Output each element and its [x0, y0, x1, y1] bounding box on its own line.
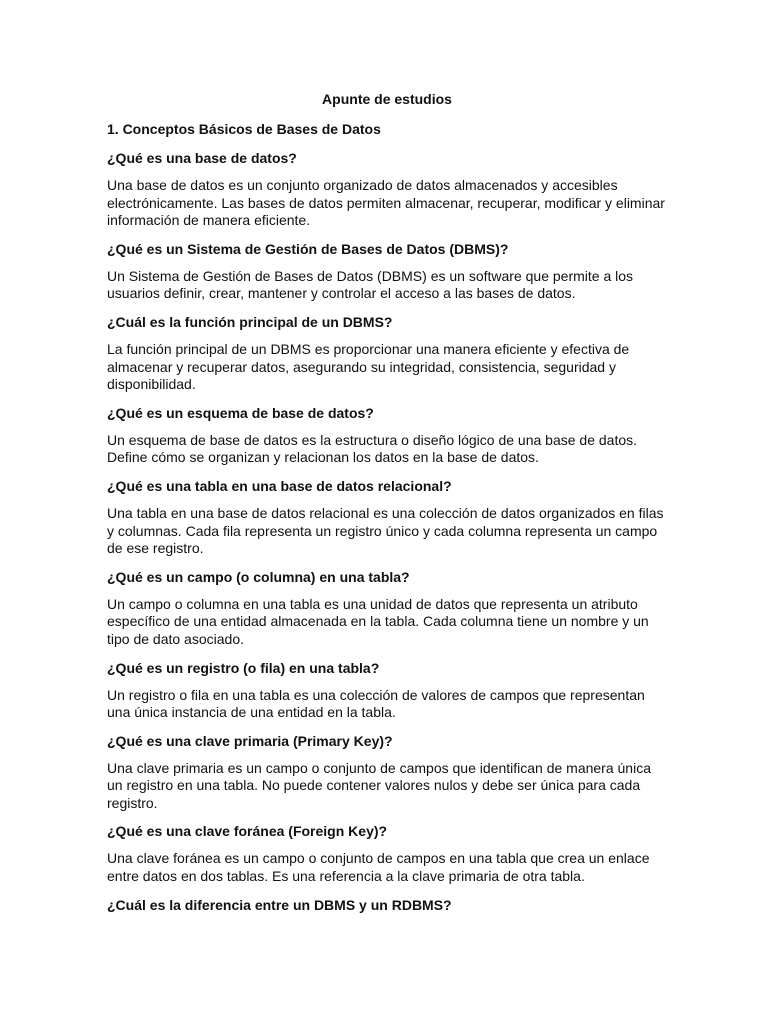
question-heading: ¿Qué es un campo (o columna) en una tabla?	[107, 568, 410, 585]
qa-block	[107, 149, 667, 230]
qa-block	[107, 659, 667, 722]
answer-paragraph: Una clave primaria es un campo o conjunto de campos que identifican de manera única un registro en una tabla. No puede contener valores nulos y debe ser única para cada registro.	[107, 759, 651, 811]
qa-block	[107, 568, 667, 649]
answer-paragraph: La función principal de un DBMS es proporcionar una manera eficiente y efectiva de almacenar y recuperar datos, asegurando su integridad, consistencia, seguridad y disponibilidad.	[107, 340, 630, 393]
question-heading: ¿Cuál es la función principal de un DBMS?	[107, 313, 393, 330]
qa-block	[107, 404, 667, 467]
qa-block	[107, 896, 667, 914]
question-heading: ¿Qué es un registro (o fila) en una tabla?	[107, 659, 380, 676]
qa-block	[107, 477, 667, 558]
qa-block	[107, 732, 667, 813]
question-heading: ¿Cuál es la diferencia entre un DBMS y un RDBMS?	[107, 896, 452, 913]
question-heading: ¿Qué es una clave foránea (Foreign Key)?	[107, 823, 388, 840]
answer-paragraph: Una clave foránea es un campo o conjunto de campos en una tabla que crea un enlace entre datos en dos tablas. Es una referencia a la clave primaria de otra tabla.	[107, 850, 650, 885]
answer-paragraph: Un registro o fila en una tabla es una colección de valores de campos que representan una única instancia de una entidad en la tabla.	[107, 686, 645, 721]
qa-block	[107, 240, 667, 303]
question-heading: ¿Qué es un esquema de base de datos?	[107, 404, 374, 421]
question-heading: ¿Qué es un Sistema de Gestión de Bases de Datos (DBMS)?	[107, 240, 509, 257]
document-title: Apunte de estudios	[322, 91, 452, 107]
answer-paragraph: Una tabla en una base de datos relacional es una colección de datos organizados en filas y columnas. Cada fila representa un registro único y cada columna representa un campo de ese registro.	[107, 504, 664, 557]
answer-paragraph: Un Sistema de Gestión de Bases de Datos (DBMS) es un software que permite a los usuarios definir, crear, mantener y controlar el acceso a las bases de datos.	[107, 267, 634, 302]
answer-paragraph: Un esquema de base de datos es la estructura o diseño lógico de una base de datos. Define cómo se organizan y relacionan los datos en la base de datos.	[107, 431, 638, 466]
document-page	[107, 90, 667, 924]
qa-block	[107, 313, 667, 394]
section-heading: 1. Conceptos Básicos de Bases de Datos	[107, 121, 381, 137]
question-heading: ¿Qué es una base de datos?	[107, 150, 297, 166]
qa-block	[107, 822, 667, 885]
question-heading: ¿Qué es una clave primaria (Primary Key)?	[107, 732, 393, 749]
answer-paragraph: Una base de datos es un conjunto organizado de datos almacenados y accesibles electrónicamente. Las bases de datos permiten almacenar, recuperar, modificar y eliminar información de manera eficiente.	[107, 177, 665, 229]
answer-paragraph: Un campo o columna en una tabla es una unidad de datos que representa un atributo específico de una entidad almacenada en la tabla. Cada columna tiene un nombre y un tipo de dato asociado.	[107, 595, 649, 647]
question-heading: ¿Qué es una tabla en una base de datos relacional?	[107, 477, 452, 494]
